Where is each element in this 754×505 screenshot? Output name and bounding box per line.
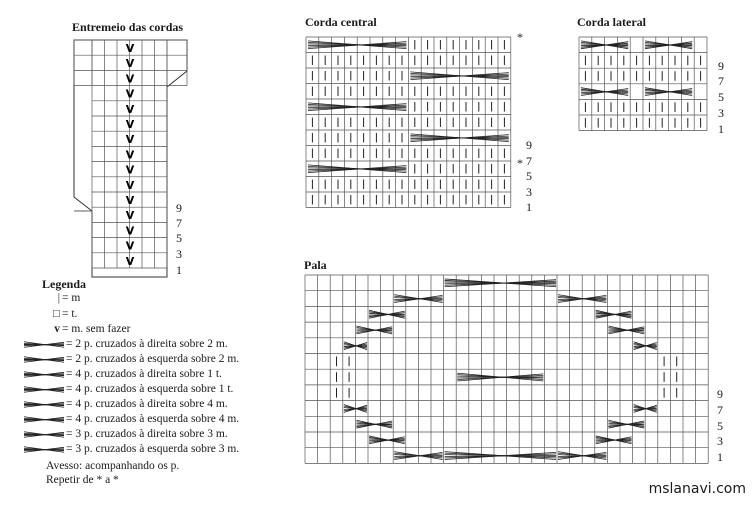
slip-stitch-symbol: V (125, 118, 135, 131)
lateral-row-1: 1 (718, 122, 724, 136)
purl-stitch-icon: □ (53, 308, 60, 320)
lateral-title: Corda lateral (577, 15, 646, 29)
lateral-row-3: 3 (718, 106, 724, 120)
slip-stitch-symbol: V (125, 163, 135, 177)
slip-stitch-symbol: V (125, 133, 135, 147)
slip-stitch-symbol: V (125, 209, 135, 223)
pala-title: Pala (304, 258, 327, 272)
cable-legend-icon (24, 447, 64, 453)
slip-stitch-symbol: V (125, 178, 135, 192)
lateral-row-5: 5 (718, 90, 724, 104)
entremeio-row-5: 5 (176, 231, 182, 245)
legend-note-avesso: Avesso: acompanhando os p. (46, 460, 180, 472)
central-row-9: 9 (526, 138, 532, 152)
legend-item: = 4 p. cruzados à esquerda sobre 1 t. (66, 383, 234, 395)
central-repeat-marker-bottom: * (517, 156, 523, 170)
watermark: mslanavi.com (648, 481, 746, 497)
legend-item: □ = t. (20, 308, 77, 320)
cable-cross-symbol (608, 420, 644, 428)
slip-stitch-symbol: V (125, 224, 135, 238)
slip-stitch-symbol: V (125, 57, 135, 71)
cable-cross-symbol (369, 310, 405, 318)
central-title: Corda central (305, 15, 377, 29)
lateral-row-9: 9 (718, 59, 724, 73)
entremeio-row-3: 3 (176, 247, 182, 261)
entremeio-row-9: 9 (176, 201, 182, 215)
legend-item: = 2 p. cruzados à direita sobre 2 m. (66, 338, 228, 350)
entremeio-row-7: 7 (176, 216, 182, 230)
central-row-3: 3 (526, 185, 532, 199)
legend-note-repeat: Repetir de * a * (46, 474, 119, 486)
legend-item: = 4 p. cruzados à direita sobre 1 t. (66, 368, 222, 380)
cable-cross-symbol (596, 310, 632, 318)
pala-row-1: 1 (717, 450, 723, 464)
pala-row-3: 3 (717, 434, 723, 448)
cable-legend-icon (24, 432, 64, 438)
cable-legend-icon (24, 357, 64, 363)
slip-stitch-symbol: V (125, 148, 135, 162)
slip-stitch-symbol: V (125, 254, 135, 268)
cable-cross-symbol (445, 452, 556, 460)
slip-stitch-symbol: V (125, 194, 135, 207)
legend-item: v = m. sem fazer (20, 323, 130, 335)
cable-cross-symbol (596, 436, 632, 444)
cable-cross-symbol (445, 279, 556, 287)
cable-legend-icon (24, 387, 64, 393)
cable-cross-symbol (356, 326, 392, 334)
knit-stitch-icon: | (57, 292, 60, 304)
lateral-row-7: 7 (718, 74, 724, 88)
pala-row-9: 9 (717, 387, 723, 401)
central-grid (306, 37, 511, 208)
legend-item: | = m (20, 292, 80, 304)
entremeio-grid-left-top (74, 40, 92, 86)
pala-row-5: 5 (717, 419, 723, 433)
slip-stitch-symbol: V (125, 42, 135, 55)
slip-stitch-symbol: V (125, 87, 135, 101)
legend-item: = 4 p. cruzados à esquerda sobre 4 m. (66, 413, 240, 425)
pala-row-7: 7 (717, 403, 723, 417)
slip-stitch-symbol: V (125, 239, 135, 253)
legend-item: = 3 p. cruzados à esquerda sobre 3 m. (66, 443, 240, 455)
cable-cross-symbol (608, 326, 644, 334)
cable-legend-icon (24, 372, 64, 378)
slip-stitch-icon: v (54, 323, 60, 335)
cable-legend-icon (24, 342, 64, 348)
entremeio-title: Entremeio das cordas (72, 20, 184, 34)
legend-item: = 2 p. cruzados à esquerda sobre 2 m. (66, 353, 240, 365)
cable-cross-symbol (369, 436, 405, 444)
lateral-grid (579, 37, 707, 131)
legend-item: = 4 p. cruzados à direita sobre 4 m. (66, 398, 228, 410)
central-row-5: 5 (526, 169, 532, 183)
legend-title: Legenda (42, 277, 87, 291)
central-repeat-marker-top: * (517, 30, 523, 44)
central-row-7: 7 (526, 154, 532, 168)
cable-legend-icon (24, 402, 64, 408)
cable-cross-symbol (457, 373, 543, 381)
slip-stitch-symbol: V (125, 102, 135, 116)
legend-item: = 3 p. cruzados à direita sobre 3 m. (66, 428, 228, 440)
entremeio-row-1: 1 (176, 263, 182, 277)
pala-grid (305, 275, 708, 463)
slip-stitch-symbol: V (125, 72, 135, 86)
central-row-1: 1 (526, 200, 532, 214)
cable-cross-symbol (356, 420, 392, 428)
cable-legend-icon (24, 417, 64, 423)
